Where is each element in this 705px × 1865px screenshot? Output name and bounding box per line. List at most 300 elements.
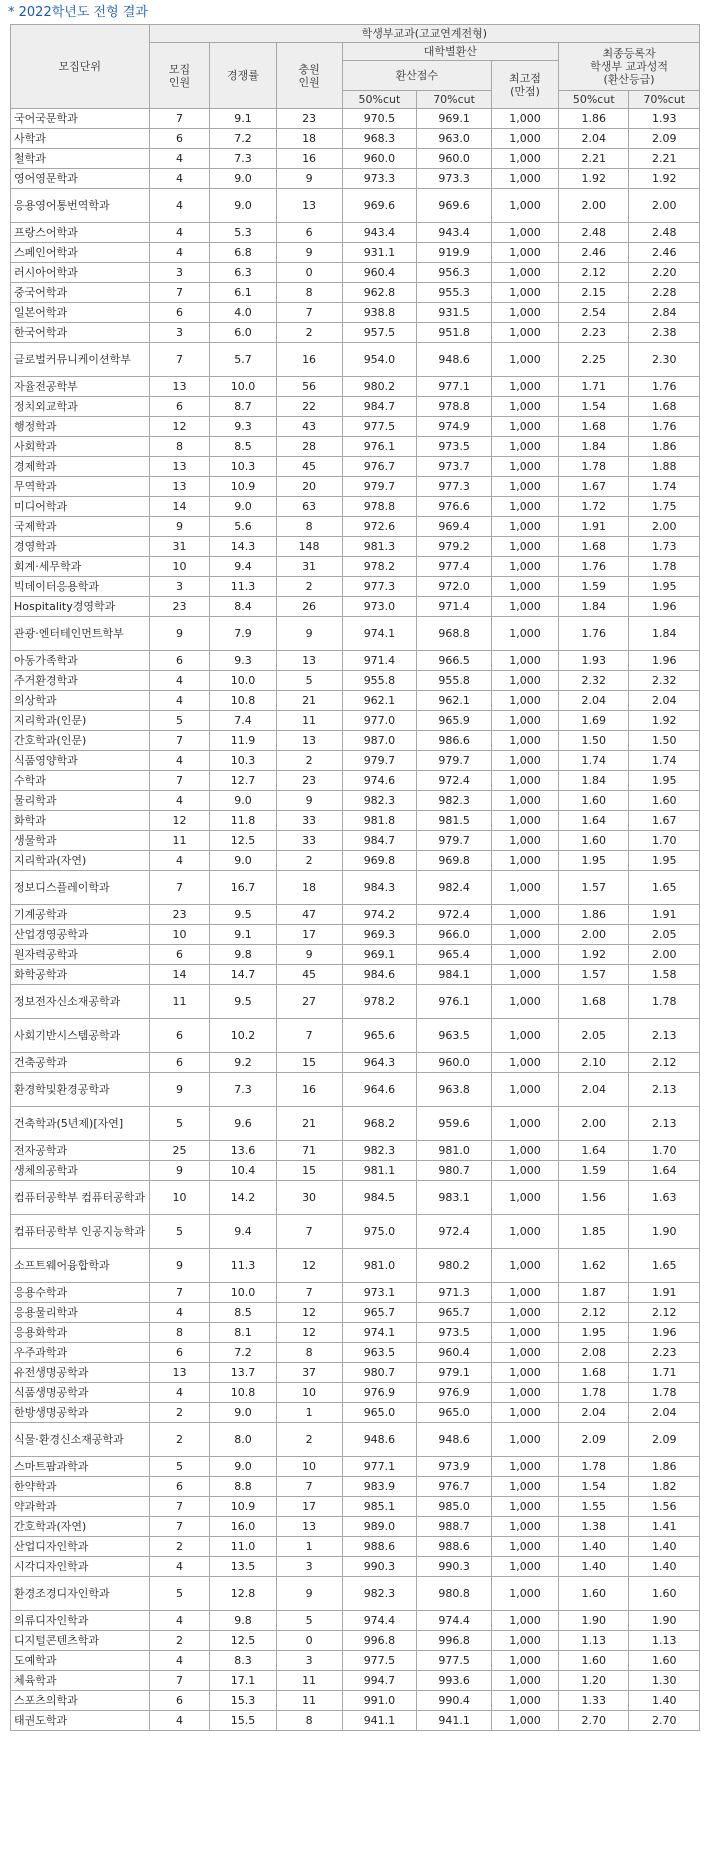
waitlist-count: 2 [276, 751, 342, 771]
grade-50cut: 1.54 [559, 397, 629, 417]
competition-rate: 12.5 [210, 1631, 276, 1651]
max-score: 1,000 [491, 417, 558, 437]
conv-70cut: 982.3 [417, 791, 492, 811]
conv-70cut: 990.4 [417, 1691, 492, 1711]
conv-50cut: 972.6 [342, 517, 417, 537]
recruit-count: 4 [149, 1651, 210, 1671]
conv-50cut: 979.7 [342, 751, 417, 771]
conv-70cut: 977.5 [417, 1651, 492, 1671]
max-score: 1,000 [491, 557, 558, 577]
conv-50cut: 977.1 [342, 1457, 417, 1477]
grade-70cut: 2.46 [629, 243, 700, 263]
waitlist-count: 7 [276, 1215, 342, 1249]
competition-rate: 10.9 [210, 477, 276, 497]
competition-rate: 9.0 [210, 851, 276, 871]
conv-50cut: 977.0 [342, 711, 417, 731]
table-row [11, 905, 700, 925]
unit-name: 우주과학과 [11, 1343, 150, 1363]
competition-rate: 9.4 [210, 557, 276, 577]
grade-50cut: 2.08 [559, 1343, 629, 1363]
table-row [11, 1161, 700, 1181]
max-score: 1,000 [491, 1053, 558, 1073]
grade-70cut: 2.20 [629, 263, 700, 283]
competition-rate: 9.0 [210, 169, 276, 189]
grade-50cut: 1.92 [559, 945, 629, 965]
competition-rate: 9.3 [210, 651, 276, 671]
grade-50cut: 1.76 [559, 557, 629, 577]
max-score: 1,000 [491, 691, 558, 711]
header-conv-70cut: 70%cut [417, 91, 492, 109]
grade-50cut: 1.74 [559, 751, 629, 771]
unit-name: 식물·환경신소재공학과 [11, 1423, 150, 1457]
grade-50cut: 1.72 [559, 497, 629, 517]
grade-70cut: 1.74 [629, 751, 700, 771]
conv-50cut: 975.0 [342, 1215, 417, 1249]
conv-70cut: 969.6 [417, 189, 492, 223]
grade-50cut: 2.04 [559, 1073, 629, 1107]
unit-name: 빅데이터응용학과 [11, 577, 150, 597]
recruit-count: 7 [149, 871, 210, 905]
competition-rate: 9.8 [210, 1611, 276, 1631]
competition-rate: 12.5 [210, 831, 276, 851]
waitlist-count: 16 [276, 343, 342, 377]
max-score: 1,000 [491, 1181, 558, 1215]
recruit-count: 23 [149, 905, 210, 925]
competition-rate: 6.3 [210, 263, 276, 283]
conv-50cut: 984.7 [342, 831, 417, 851]
competition-rate: 8.3 [210, 1651, 276, 1671]
grade-70cut: 2.84 [629, 303, 700, 323]
unit-name: 정치외교학과 [11, 397, 150, 417]
competition-rate: 8.7 [210, 397, 276, 417]
grade-50cut: 2.21 [559, 149, 629, 169]
table-row [11, 1557, 700, 1577]
grade-70cut: 2.32 [629, 671, 700, 691]
conv-70cut: 972.0 [417, 577, 492, 597]
recruit-count: 4 [149, 851, 210, 871]
table-row [11, 871, 700, 905]
competition-rate: 4.0 [210, 303, 276, 323]
waitlist-count: 33 [276, 831, 342, 851]
conv-70cut: 959.6 [417, 1107, 492, 1141]
competition-rate: 7.2 [210, 1343, 276, 1363]
grade-70cut: 1.78 [629, 1383, 700, 1403]
unit-name: 글로벌커뮤니케이션학부 [11, 343, 150, 377]
table-row [11, 851, 700, 871]
recruit-count: 9 [149, 1161, 210, 1181]
table-row [11, 985, 700, 1019]
max-score: 1,000 [491, 945, 558, 965]
max-score: 1,000 [491, 1107, 558, 1141]
conv-50cut: 976.1 [342, 437, 417, 457]
conv-50cut: 969.3 [342, 925, 417, 945]
grade-70cut: 2.05 [629, 925, 700, 945]
max-score: 1,000 [491, 517, 558, 537]
conv-70cut: 976.7 [417, 1477, 492, 1497]
competition-rate: 10.4 [210, 1161, 276, 1181]
grade-70cut: 1.96 [629, 651, 700, 671]
grade-50cut: 1.90 [559, 1611, 629, 1631]
waitlist-count: 5 [276, 1611, 342, 1631]
conv-50cut: 957.5 [342, 323, 417, 343]
recruit-count: 13 [149, 477, 210, 497]
table-row [11, 223, 700, 243]
conv-70cut: 993.6 [417, 1671, 492, 1691]
header-competition: 경쟁률 [210, 43, 276, 109]
max-score: 1,000 [491, 343, 558, 377]
waitlist-count: 6 [276, 223, 342, 243]
grade-50cut: 1.60 [559, 831, 629, 851]
max-score: 1,000 [491, 437, 558, 457]
recruit-count: 4 [149, 1711, 210, 1731]
table-row [11, 1053, 700, 1073]
table-row [11, 1323, 700, 1343]
recruit-count: 5 [149, 1215, 210, 1249]
waitlist-count: 12 [276, 1323, 342, 1343]
conv-50cut: 981.1 [342, 1161, 417, 1181]
conv-70cut: 965.7 [417, 1303, 492, 1323]
grade-50cut: 1.69 [559, 711, 629, 731]
header-grade-70cut: 70%cut [629, 91, 700, 109]
waitlist-count: 17 [276, 1497, 342, 1517]
conv-50cut: 984.3 [342, 871, 417, 905]
recruit-count: 4 [149, 169, 210, 189]
competition-rate: 16.0 [210, 1517, 276, 1537]
max-score: 1,000 [491, 831, 558, 851]
recruit-count: 6 [149, 1691, 210, 1711]
grade-50cut: 1.56 [559, 1181, 629, 1215]
recruit-count: 23 [149, 597, 210, 617]
grade-70cut: 2.38 [629, 323, 700, 343]
table-row [11, 1537, 700, 1557]
recruit-count: 6 [149, 1343, 210, 1363]
grade-70cut: 1.67 [629, 811, 700, 831]
conv-50cut: 988.6 [342, 1537, 417, 1557]
table-row [11, 189, 700, 223]
grade-50cut: 1.62 [559, 1249, 629, 1283]
table-row [11, 517, 700, 537]
grade-50cut: 2.46 [559, 243, 629, 263]
competition-rate: 11.0 [210, 1537, 276, 1557]
conv-50cut: 948.6 [342, 1423, 417, 1457]
unit-name: Hospitality경영학과 [11, 597, 150, 617]
unit-name: 응용영어통번역학과 [11, 189, 150, 223]
waitlist-count: 8 [276, 1711, 342, 1731]
waitlist-count: 63 [276, 497, 342, 517]
grade-70cut: 1.64 [629, 1161, 700, 1181]
recruit-count: 4 [149, 791, 210, 811]
waitlist-count: 2 [276, 323, 342, 343]
competition-rate: 7.9 [210, 617, 276, 651]
recruit-count: 6 [149, 129, 210, 149]
grade-50cut: 1.59 [559, 577, 629, 597]
unit-name: 영어영문학과 [11, 169, 150, 189]
competition-rate: 9.1 [210, 925, 276, 945]
unit-name: 컴퓨터공학부 인공지능학과 [11, 1215, 150, 1249]
recruit-count: 7 [149, 771, 210, 791]
grade-70cut: 2.13 [629, 1019, 700, 1053]
conv-50cut: 968.2 [342, 1107, 417, 1141]
grade-70cut: 1.70 [629, 831, 700, 851]
table-row [11, 1181, 700, 1215]
recruit-count: 3 [149, 323, 210, 343]
grade-50cut: 1.68 [559, 417, 629, 437]
grade-50cut: 1.13 [559, 1631, 629, 1651]
unit-name: 지리학과(자연) [11, 851, 150, 871]
max-score: 1,000 [491, 323, 558, 343]
header-recruit: 모집 인원 [149, 43, 210, 109]
table-row [11, 1107, 700, 1141]
max-score: 1,000 [491, 1073, 558, 1107]
table-row [11, 925, 700, 945]
competition-rate: 6.1 [210, 283, 276, 303]
conv-50cut: 938.8 [342, 303, 417, 323]
conv-70cut: 919.9 [417, 243, 492, 263]
table-row [11, 617, 700, 651]
conv-50cut: 983.9 [342, 1477, 417, 1497]
competition-rate: 5.7 [210, 343, 276, 377]
grade-50cut: 1.87 [559, 1283, 629, 1303]
competition-rate: 7.3 [210, 1073, 276, 1107]
recruit-count: 5 [149, 711, 210, 731]
waitlist-count: 43 [276, 417, 342, 437]
competition-rate: 9.8 [210, 945, 276, 965]
unit-name: 경영학과 [11, 537, 150, 557]
waitlist-count: 13 [276, 731, 342, 751]
conv-50cut: 982.3 [342, 791, 417, 811]
grade-70cut: 1.60 [629, 1577, 700, 1611]
conv-50cut: 978.2 [342, 985, 417, 1019]
grade-50cut: 1.40 [559, 1557, 629, 1577]
grade-70cut: 2.30 [629, 343, 700, 377]
table-row [11, 1611, 700, 1631]
competition-rate: 9.0 [210, 497, 276, 517]
grade-50cut: 2.04 [559, 1403, 629, 1423]
grade-70cut: 1.93 [629, 109, 700, 129]
waitlist-count: 0 [276, 263, 342, 283]
table-row [11, 1073, 700, 1107]
recruit-count: 4 [149, 751, 210, 771]
conv-70cut: 979.1 [417, 1363, 492, 1383]
grade-50cut: 2.15 [559, 283, 629, 303]
conv-70cut: 980.7 [417, 1161, 492, 1181]
competition-rate: 15.5 [210, 1711, 276, 1731]
conv-70cut: 969.4 [417, 517, 492, 537]
recruit-count: 4 [149, 671, 210, 691]
recruit-count: 3 [149, 577, 210, 597]
grade-50cut: 2.12 [559, 263, 629, 283]
grade-70cut: 1.41 [629, 1517, 700, 1537]
grade-70cut: 2.00 [629, 517, 700, 537]
grade-50cut: 1.76 [559, 617, 629, 651]
unit-name: 일본어학과 [11, 303, 150, 323]
recruit-count: 3 [149, 263, 210, 283]
conv-50cut: 963.5 [342, 1343, 417, 1363]
competition-rate: 14.3 [210, 537, 276, 557]
unit-name: 응용화학과 [11, 1323, 150, 1343]
max-score: 1,000 [491, 905, 558, 925]
competition-rate: 10.3 [210, 457, 276, 477]
max-score: 1,000 [491, 1303, 558, 1323]
max-score: 1,000 [491, 1141, 558, 1161]
unit-name: 스페인어학과 [11, 243, 150, 263]
recruit-count: 6 [149, 1019, 210, 1053]
recruit-count: 11 [149, 985, 210, 1019]
unit-name: 물리학과 [11, 791, 150, 811]
recruit-count: 4 [149, 243, 210, 263]
conv-70cut: 990.3 [417, 1557, 492, 1577]
waitlist-count: 18 [276, 871, 342, 905]
header-unit: 모집단위 [11, 25, 150, 109]
grade-70cut: 2.28 [629, 283, 700, 303]
conv-70cut: 955.3 [417, 283, 492, 303]
waitlist-count: 8 [276, 1343, 342, 1363]
waitlist-count: 148 [276, 537, 342, 557]
grade-70cut: 1.74 [629, 477, 700, 497]
grade-50cut: 1.50 [559, 731, 629, 751]
grade-50cut: 1.57 [559, 871, 629, 905]
grade-50cut: 2.05 [559, 1019, 629, 1053]
competition-rate: 8.4 [210, 597, 276, 617]
waitlist-count: 30 [276, 1181, 342, 1215]
grade-50cut: 1.64 [559, 811, 629, 831]
recruit-count: 9 [149, 517, 210, 537]
table-row [11, 263, 700, 283]
max-score: 1,000 [491, 129, 558, 149]
max-score: 1,000 [491, 1323, 558, 1343]
recruit-count: 6 [149, 397, 210, 417]
unit-name: 경제학과 [11, 457, 150, 477]
max-score: 1,000 [491, 751, 558, 771]
table-row [11, 1457, 700, 1477]
max-score: 1,000 [491, 1671, 558, 1691]
conv-70cut: 969.8 [417, 851, 492, 871]
recruit-count: 2 [149, 1537, 210, 1557]
competition-rate: 9.4 [210, 1215, 276, 1249]
conv-70cut: 972.4 [417, 1215, 492, 1249]
conv-50cut: 981.0 [342, 1249, 417, 1283]
waitlist-count: 18 [276, 129, 342, 149]
grade-70cut: 1.95 [629, 771, 700, 791]
grade-70cut: 1.96 [629, 1323, 700, 1343]
conv-70cut: 966.5 [417, 651, 492, 671]
waitlist-count: 3 [276, 1651, 342, 1671]
grade-50cut: 1.91 [559, 517, 629, 537]
recruit-count: 5 [149, 1577, 210, 1611]
grade-50cut: 1.38 [559, 1517, 629, 1537]
table-row [11, 1423, 700, 1457]
competition-rate: 9.0 [210, 1457, 276, 1477]
max-score: 1,000 [491, 771, 558, 791]
table-row [11, 1283, 700, 1303]
table-row [11, 109, 700, 129]
recruit-count: 25 [149, 1141, 210, 1161]
grade-50cut: 1.78 [559, 1457, 629, 1477]
conv-50cut: 987.0 [342, 731, 417, 751]
table-row [11, 1577, 700, 1611]
competition-rate: 8.5 [210, 1303, 276, 1323]
conv-70cut: 986.6 [417, 731, 492, 751]
grade-70cut: 1.90 [629, 1215, 700, 1249]
unit-name: 응용물리학과 [11, 1303, 150, 1323]
conv-50cut: 931.1 [342, 243, 417, 263]
max-score: 1,000 [491, 537, 558, 557]
recruit-count: 13 [149, 457, 210, 477]
unit-name: 정보전자신소재공학과 [11, 985, 150, 1019]
max-score: 1,000 [491, 1537, 558, 1557]
grade-50cut: 1.92 [559, 169, 629, 189]
unit-name: 러시아어학과 [11, 263, 150, 283]
unit-name: 식품생명공학과 [11, 1383, 150, 1403]
competition-rate: 8.0 [210, 1423, 276, 1457]
grade-70cut: 2.21 [629, 149, 700, 169]
waitlist-count: 9 [276, 1577, 342, 1611]
unit-name: 전자공학과 [11, 1141, 150, 1161]
max-score: 1,000 [491, 169, 558, 189]
conv-70cut: 960.0 [417, 1053, 492, 1073]
conv-50cut: 982.3 [342, 1577, 417, 1611]
recruit-count: 6 [149, 1053, 210, 1073]
max-score: 1,000 [491, 1711, 558, 1731]
grade-70cut: 2.13 [629, 1073, 700, 1107]
grade-50cut: 1.60 [559, 791, 629, 811]
grade-50cut: 1.78 [559, 457, 629, 477]
table-row [11, 1671, 700, 1691]
conv-50cut: 970.5 [342, 109, 417, 129]
unit-name: 사학과 [11, 129, 150, 149]
grade-70cut: 2.70 [629, 1711, 700, 1731]
unit-name: 응용수학과 [11, 1283, 150, 1303]
recruit-count: 4 [149, 1557, 210, 1577]
competition-rate: 6.0 [210, 323, 276, 343]
conv-50cut: 973.0 [342, 597, 417, 617]
waitlist-count: 20 [276, 477, 342, 497]
unit-name: 행정학과 [11, 417, 150, 437]
max-score: 1,000 [491, 1383, 558, 1403]
table-row [11, 537, 700, 557]
header-conv-50cut: 50%cut [342, 91, 417, 109]
waitlist-count: 9 [276, 791, 342, 811]
grade-70cut: 2.48 [629, 223, 700, 243]
grade-70cut: 1.65 [629, 871, 700, 905]
grade-70cut: 2.09 [629, 1423, 700, 1457]
unit-name: 간호학과(자연) [11, 1517, 150, 1537]
max-score: 1,000 [491, 223, 558, 243]
grade-50cut: 1.84 [559, 771, 629, 791]
grade-70cut: 2.23 [629, 1343, 700, 1363]
max-score: 1,000 [491, 577, 558, 597]
grade-70cut: 1.63 [629, 1181, 700, 1215]
table-row [11, 497, 700, 517]
unit-name: 환경학및환경공학과 [11, 1073, 150, 1107]
competition-rate: 7.4 [210, 711, 276, 731]
conv-50cut: 984.7 [342, 397, 417, 417]
conv-70cut: 963.5 [417, 1019, 492, 1053]
table-row [11, 597, 700, 617]
conv-70cut: 972.4 [417, 905, 492, 925]
header-group: 학생부교과(고교연계전형) [149, 25, 699, 43]
table-row [11, 437, 700, 457]
header-conv-score: 환산점수 [342, 61, 491, 91]
conv-50cut: 974.6 [342, 771, 417, 791]
grade-70cut: 2.12 [629, 1053, 700, 1073]
grade-50cut: 2.54 [559, 303, 629, 323]
table-body [11, 109, 700, 1731]
competition-rate: 13.5 [210, 1557, 276, 1577]
unit-name: 스마트팜과학과 [11, 1457, 150, 1477]
recruit-count: 6 [149, 945, 210, 965]
max-score: 1,000 [491, 189, 558, 223]
